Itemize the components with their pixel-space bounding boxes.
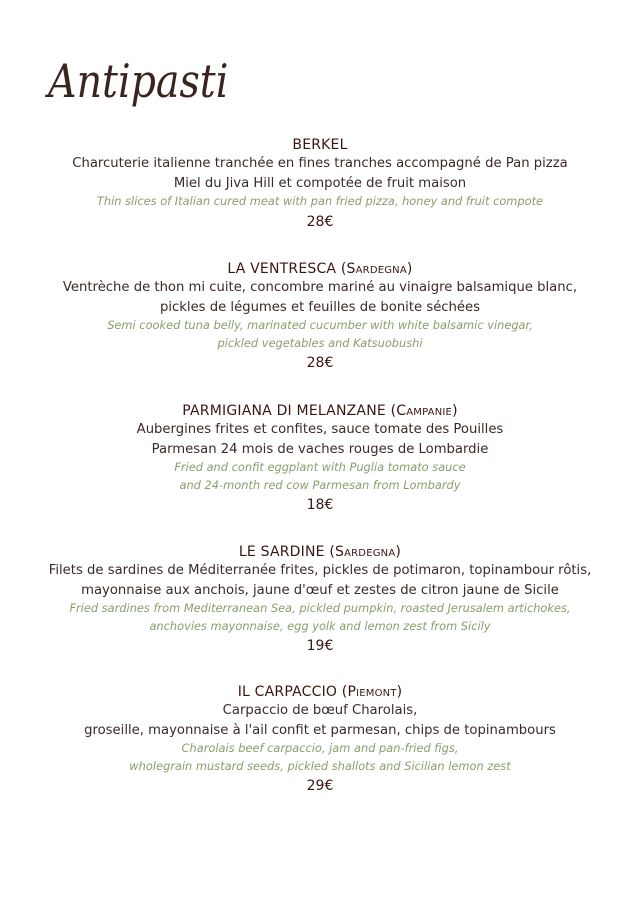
description-fr: Carpaccio de bœuf Charolais, [222, 703, 418, 718]
description-fr: Aubergines frites et confites, sauce tomate des Pouilles [136, 422, 504, 437]
menu-item [0, 683, 640, 795]
menu-item [0, 543, 640, 655]
description-en: wholegrain mustard seeds, pickled shallots and Sicilian lemon zest [129, 758, 511, 773]
menu-item [0, 136, 640, 231]
dish-name [0, 683, 640, 701]
dish-name [0, 136, 640, 154]
price: 28€ [306, 213, 334, 230]
dish-region: (Sardegna) [340, 261, 413, 277]
dish-region: (Campanie) [390, 403, 458, 419]
price: 29€ [306, 778, 334, 794]
price: 28€ [306, 355, 334, 371]
menu-item [0, 402, 640, 514]
description-en: Semi cooked tuna belly, marinated cucumber with white balsamic vinegar, [107, 318, 533, 332]
dish-region: (Piemont) [341, 684, 403, 700]
dish-name-text: IL CARPACCIO [237, 684, 338, 700]
price: 18€ [306, 497, 334, 513]
dish-name [0, 543, 640, 561]
description-fr: Charcuterie italienne tranchée en fines tranches accompagné de Pan pizza [72, 156, 568, 171]
description-en: Thin slices of Italian cured meat with pan fried pizza, honey and fruit compote [96, 194, 544, 208]
description-fr: pickles de légumes et feuilles de bonite séchées [159, 299, 481, 315]
description-en: anchovies mayonnaise, egg yolk and lemon zest from Sicily [149, 618, 491, 633]
description-fr: Ventrèche de thon mi cuite, concombre mariné au vinaigre balsamique blanc, [62, 280, 578, 295]
menu-item [0, 260, 640, 372]
description-fr: groseille, mayonnaise à l'ail confit et parmesan, chips de topinambours [84, 722, 556, 738]
dish-name-text: LE SARDINE [238, 544, 325, 560]
dish-region: (Sardegna) [329, 544, 402, 560]
description-fr: mayonnaise aux anchois, jaune d'œuf et zestes de citron jaune de Sicile [81, 582, 559, 598]
price: 19€ [306, 638, 334, 654]
description-fr: Miel du Jiva Hill et compotée de fruit maison [173, 175, 467, 191]
dish-name-text: PARMIGIANA DI MELANZANE [182, 403, 386, 419]
dish-name-text: LA VENTRESCA [227, 261, 337, 277]
description-fr: Parmesan 24 mois de vaches rouges de Lombardie [151, 441, 489, 457]
dish-name-text: BERKEL [292, 137, 348, 153]
description-en: Charolais beef carpaccio, jam and pan-fried figs, [181, 741, 459, 755]
dish-name [0, 402, 640, 420]
dish-name [0, 260, 640, 278]
section-title: Antipasti [48, 54, 229, 108]
description-en: pickled vegetables and Katsuobushi [217, 335, 423, 350]
description-en: Fried sardines from Mediterranean Sea, pickled pumpkin, roasted Jerusalem artichokes, [69, 601, 571, 615]
description-en: Fried and confit eggplant with Puglia tomato sauce [174, 460, 466, 474]
description-fr: Filets de sardines de Méditerranée frites, pickles de potimaron, topinambour rôtis, [48, 563, 592, 578]
description-en: and 24-month red cow Parmesan from Lombardy [179, 477, 461, 492]
